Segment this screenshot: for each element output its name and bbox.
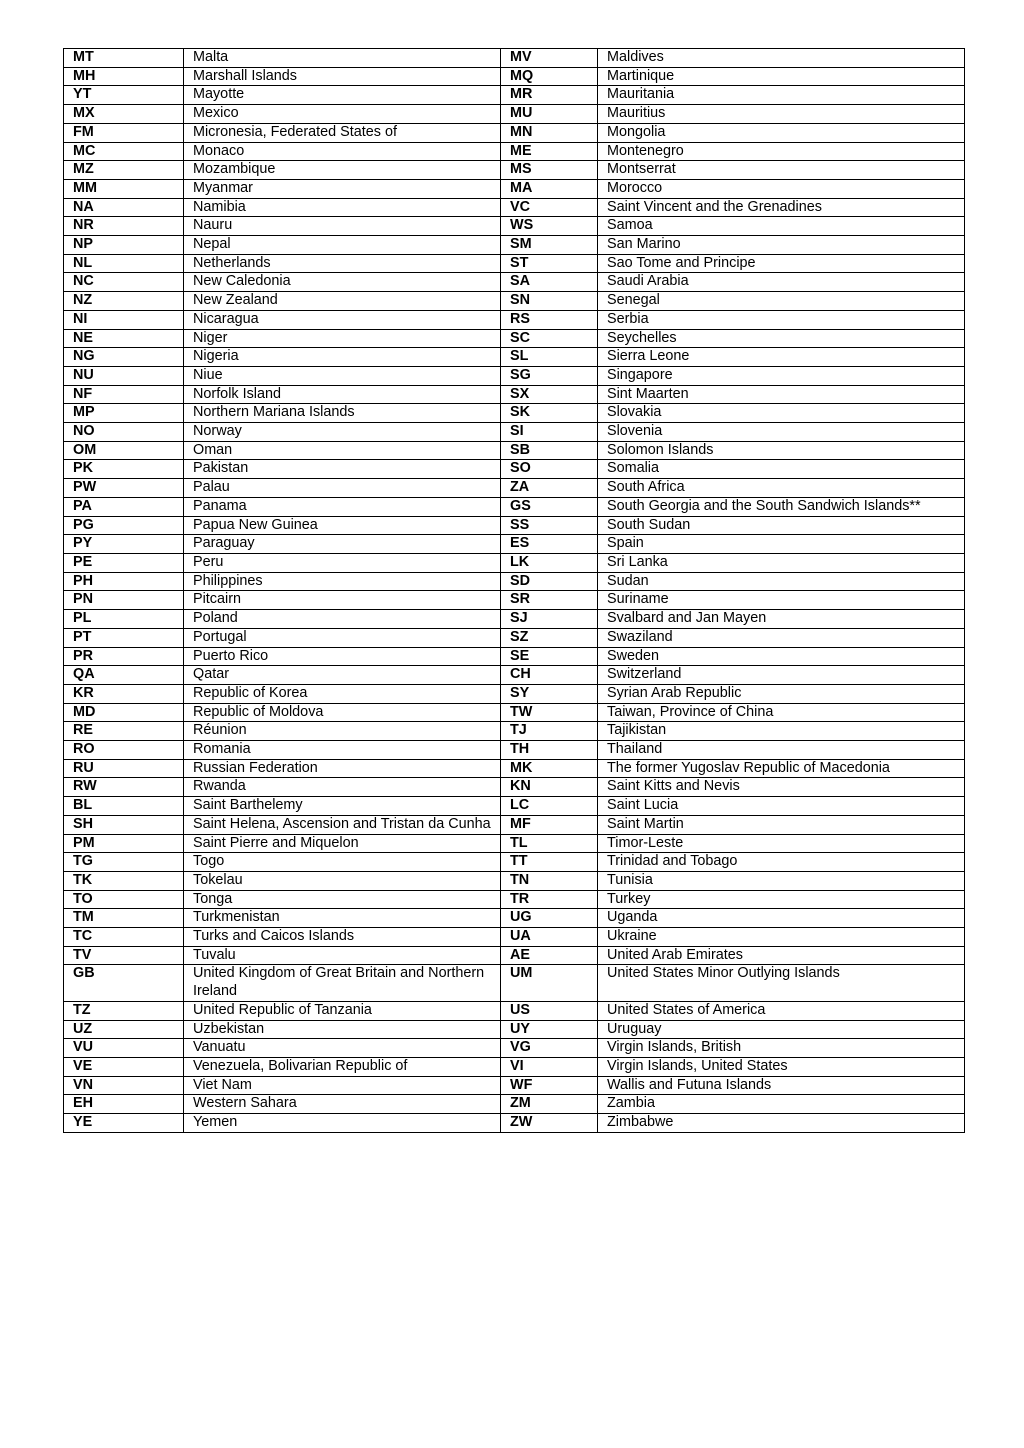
country-name-left: United Republic of Tanzania (184, 1001, 501, 1020)
country-name-left: Saint Helena, Ascension and Tristan da Cunha (184, 815, 501, 834)
country-name-left: Pakistan (184, 460, 501, 479)
table-row (64, 385, 965, 404)
country-code-right: MR (501, 86, 598, 105)
table-row (64, 928, 965, 947)
country-code-left: GB (64, 965, 184, 1001)
table-row (64, 815, 965, 834)
country-code-right: ZM (501, 1095, 598, 1114)
country-name-left: Norway (184, 423, 501, 442)
table-row (64, 123, 965, 142)
country-name-right: Morocco (598, 179, 965, 198)
country-code-right: VG (501, 1039, 598, 1058)
table-row (64, 460, 965, 479)
table-row (64, 965, 965, 1001)
country-name-right: Ukraine (598, 928, 965, 947)
country-code-right: SB (501, 441, 598, 460)
country-name-left: Netherlands (184, 254, 501, 273)
country-code-left: NL (64, 254, 184, 273)
country-name-right: South Sudan (598, 516, 965, 535)
country-code-right: WF (501, 1076, 598, 1095)
country-name-right: United Arab Emirates (598, 946, 965, 965)
table-row (64, 198, 965, 217)
country-code-left: TK (64, 871, 184, 890)
country-code-right: UM (501, 965, 598, 1001)
country-code-left: MP (64, 404, 184, 423)
country-code-right: SS (501, 516, 598, 535)
country-name-right: The former Yugoslav Republic of Macedonia (598, 759, 965, 778)
country-code-right: MQ (501, 67, 598, 86)
country-code-right: TR (501, 890, 598, 909)
country-code-left: KR (64, 684, 184, 703)
country-code-left: PT (64, 628, 184, 647)
table-row (64, 49, 965, 68)
country-name-right: South Africa (598, 479, 965, 498)
country-name-left: Panama (184, 497, 501, 516)
country-name-left: Turkmenistan (184, 909, 501, 928)
country-code-right: SN (501, 292, 598, 311)
table-row (64, 423, 965, 442)
country-code-left: EH (64, 1095, 184, 1114)
country-name-right: Mongolia (598, 123, 965, 142)
country-code-left: PA (64, 497, 184, 516)
country-name-left: Russian Federation (184, 759, 501, 778)
country-name-right: Trinidad and Tobago (598, 853, 965, 872)
country-code-left: PK (64, 460, 184, 479)
table-row (64, 292, 965, 311)
country-code-left: PN (64, 591, 184, 610)
table-row (64, 778, 965, 797)
country-name-left: Pitcairn (184, 591, 501, 610)
table-row (64, 853, 965, 872)
country-name-left: Togo (184, 853, 501, 872)
country-name-left: Palau (184, 479, 501, 498)
country-code-right: SY (501, 684, 598, 703)
country-name-left: Western Sahara (184, 1095, 501, 1114)
country-code-right: AE (501, 946, 598, 965)
country-name-right: Montserrat (598, 161, 965, 180)
country-name-left: Rwanda (184, 778, 501, 797)
table-body (64, 49, 965, 1133)
country-code-left: MD (64, 703, 184, 722)
country-name-right: Svalbard and Jan Mayen (598, 610, 965, 629)
country-code-left: OM (64, 441, 184, 460)
country-name-right: Seychelles (598, 329, 965, 348)
country-name-right: Thailand (598, 741, 965, 760)
country-name-left: Turks and Caicos Islands (184, 928, 501, 947)
country-name-left: Micronesia, Federated States of (184, 123, 501, 142)
country-code-right: ZA (501, 479, 598, 498)
country-name-right: Somalia (598, 460, 965, 479)
country-code-left: NU (64, 366, 184, 385)
table-row (64, 142, 965, 161)
country-code-left: YT (64, 86, 184, 105)
country-code-left: NZ (64, 292, 184, 311)
country-name-left: Mayotte (184, 86, 501, 105)
country-name-left: Oman (184, 441, 501, 460)
table-row (64, 610, 965, 629)
country-code-left: MM (64, 179, 184, 198)
country-code-left: RE (64, 722, 184, 741)
country-name-right: Sri Lanka (598, 553, 965, 572)
country-code-left: MZ (64, 161, 184, 180)
country-name-right: Senegal (598, 292, 965, 311)
table-row (64, 666, 965, 685)
country-code-left: MT (64, 49, 184, 68)
country-code-right: MA (501, 179, 598, 198)
country-code-right: MF (501, 815, 598, 834)
country-code-right: SM (501, 236, 598, 255)
country-name-right: Mauritius (598, 105, 965, 124)
country-code-left: TZ (64, 1001, 184, 1020)
country-code-right: SL (501, 348, 598, 367)
country-code-left: RW (64, 778, 184, 797)
country-code-left: NI (64, 310, 184, 329)
country-code-left: PG (64, 516, 184, 535)
table-row (64, 1020, 965, 1039)
table-row (64, 684, 965, 703)
country-name-left: Mozambique (184, 161, 501, 180)
country-code-right: RS (501, 310, 598, 329)
country-code-right: ES (501, 535, 598, 554)
table-row (64, 273, 965, 292)
country-code-left: BL (64, 797, 184, 816)
table-row (64, 628, 965, 647)
table-row (64, 217, 965, 236)
country-name-left: Republic of Moldova (184, 703, 501, 722)
country-name-left: Poland (184, 610, 501, 629)
country-name-left: Réunion (184, 722, 501, 741)
country-code-left: VE (64, 1057, 184, 1076)
country-name-left: Norfolk Island (184, 385, 501, 404)
table-row (64, 1039, 965, 1058)
country-name-right: Saint Lucia (598, 797, 965, 816)
table-row (64, 722, 965, 741)
country-name-left: Mexico (184, 105, 501, 124)
country-code-right: LC (501, 797, 598, 816)
country-code-right: ME (501, 142, 598, 161)
country-code-right: VI (501, 1057, 598, 1076)
country-name-right: Sudan (598, 572, 965, 591)
country-name-right: Slovenia (598, 423, 965, 442)
table-row (64, 404, 965, 423)
table-row (64, 161, 965, 180)
country-code-left: NP (64, 236, 184, 255)
country-name-left: Yemen (184, 1114, 501, 1133)
country-name-left: New Zealand (184, 292, 501, 311)
table-row (64, 236, 965, 255)
country-name-left: Nicaragua (184, 310, 501, 329)
table-row (64, 946, 965, 965)
country-name-right: Mauritania (598, 86, 965, 105)
country-code-left: NF (64, 385, 184, 404)
country-name-left: Saint Pierre and Miquelon (184, 834, 501, 853)
country-name-left: Nepal (184, 236, 501, 255)
table-row (64, 871, 965, 890)
country-code-right: SX (501, 385, 598, 404)
table-row (64, 516, 965, 535)
country-code-left: PL (64, 610, 184, 629)
table-row (64, 348, 965, 367)
country-name-right: Samoa (598, 217, 965, 236)
table-row (64, 479, 965, 498)
table-row (64, 441, 965, 460)
country-code-left: MH (64, 67, 184, 86)
country-name-right: Slovakia (598, 404, 965, 423)
country-name-right: Montenegro (598, 142, 965, 161)
country-code-right: TJ (501, 722, 598, 741)
country-code-left: SH (64, 815, 184, 834)
table-row (64, 591, 965, 610)
table-row (64, 647, 965, 666)
country-name-right: Syrian Arab Republic (598, 684, 965, 703)
country-code-right: ST (501, 254, 598, 273)
country-name-left: New Caledonia (184, 273, 501, 292)
country-code-left: PH (64, 572, 184, 591)
table-row (64, 67, 965, 86)
country-name-right: United States of America (598, 1001, 965, 1020)
country-name-left: Puerto Rico (184, 647, 501, 666)
country-code-right: SE (501, 647, 598, 666)
table-row (64, 703, 965, 722)
country-name-left: Papua New Guinea (184, 516, 501, 535)
country-code-right: MU (501, 105, 598, 124)
table-row (64, 553, 965, 572)
country-name-right: Uruguay (598, 1020, 965, 1039)
country-code-right: UA (501, 928, 598, 947)
country-name-left: Paraguay (184, 535, 501, 554)
country-name-left: Vanuatu (184, 1039, 501, 1058)
country-name-right: Serbia (598, 310, 965, 329)
country-code-left: TM (64, 909, 184, 928)
country-code-left: TG (64, 853, 184, 872)
country-name-right: Virgin Islands, British (598, 1039, 965, 1058)
country-code-right: TW (501, 703, 598, 722)
country-code-right: UY (501, 1020, 598, 1039)
country-code-left: NG (64, 348, 184, 367)
country-code-right: TL (501, 834, 598, 853)
country-name-left: Venezuela, Bolivarian Republic of (184, 1057, 501, 1076)
country-code-right: MS (501, 161, 598, 180)
table-row (64, 1114, 965, 1133)
country-name-left: Tonga (184, 890, 501, 909)
country-code-left: RU (64, 759, 184, 778)
country-name-left: United Kingdom of Great Britain and Northern Ireland (184, 965, 501, 1001)
table-row (64, 329, 965, 348)
country-code-right: TN (501, 871, 598, 890)
country-name-right: Singapore (598, 366, 965, 385)
country-name-left: Nigeria (184, 348, 501, 367)
country-code-left: PW (64, 479, 184, 498)
country-code-right: CH (501, 666, 598, 685)
country-code-right: ZW (501, 1114, 598, 1133)
country-name-left: Niger (184, 329, 501, 348)
country-name-left: Northern Mariana Islands (184, 404, 501, 423)
country-code-right: SA (501, 273, 598, 292)
country-name-left: Myanmar (184, 179, 501, 198)
country-code-right: SG (501, 366, 598, 385)
table-row (64, 1057, 965, 1076)
country-code-right: SO (501, 460, 598, 479)
country-code-right: VC (501, 198, 598, 217)
country-code-right: SI (501, 423, 598, 442)
country-code-right: MN (501, 123, 598, 142)
country-name-right: Saint Vincent and the Grenadines (598, 198, 965, 217)
country-name-left: Tuvalu (184, 946, 501, 965)
table-row (64, 797, 965, 816)
country-code-left: NC (64, 273, 184, 292)
country-name-right: Swaziland (598, 628, 965, 647)
table-row (64, 834, 965, 853)
country-code-right: US (501, 1001, 598, 1020)
table-row (64, 1095, 965, 1114)
country-code-right: SD (501, 572, 598, 591)
country-code-left: VU (64, 1039, 184, 1058)
country-code-right: SJ (501, 610, 598, 629)
country-name-right: San Marino (598, 236, 965, 255)
country-code-right: TH (501, 741, 598, 760)
country-name-right: Tunisia (598, 871, 965, 890)
country-name-left: Saint Barthelemy (184, 797, 501, 816)
country-code-right: WS (501, 217, 598, 236)
country-code-right: MK (501, 759, 598, 778)
table-row (64, 741, 965, 760)
table-row (64, 535, 965, 554)
table-row (64, 366, 965, 385)
country-code-left: FM (64, 123, 184, 142)
country-code-left: NR (64, 217, 184, 236)
table-row (64, 86, 965, 105)
country-name-right: Wallis and Futuna Islands (598, 1076, 965, 1095)
country-code-left: QA (64, 666, 184, 685)
country-code-left: NO (64, 423, 184, 442)
country-name-left: Monaco (184, 142, 501, 161)
country-name-left: Republic of Korea (184, 684, 501, 703)
country-name-right: Switzerland (598, 666, 965, 685)
country-code-left: PM (64, 834, 184, 853)
country-name-right: Timor-Leste (598, 834, 965, 853)
table-row (64, 1076, 965, 1095)
table-row (64, 254, 965, 273)
country-name-right: Turkey (598, 890, 965, 909)
country-code-left: RO (64, 741, 184, 760)
country-name-left: Philippines (184, 572, 501, 591)
table-row (64, 497, 965, 516)
country-name-right: Spain (598, 535, 965, 554)
country-name-right: Taiwan, Province of China (598, 703, 965, 722)
country-name-left: Marshall Islands (184, 67, 501, 86)
country-code-right: SK (501, 404, 598, 423)
country-code-right: SR (501, 591, 598, 610)
country-code-left: NA (64, 198, 184, 217)
country-code-right: SC (501, 329, 598, 348)
document-page (63, 48, 964, 1133)
country-name-left: Niue (184, 366, 501, 385)
country-code-left: TV (64, 946, 184, 965)
country-name-right: Saint Kitts and Nevis (598, 778, 965, 797)
country-code-left: PR (64, 647, 184, 666)
country-name-left: Romania (184, 741, 501, 760)
country-name-left: Uzbekistan (184, 1020, 501, 1039)
country-name-right: Saint Martin (598, 815, 965, 834)
country-name-right: Uganda (598, 909, 965, 928)
country-code-left: UZ (64, 1020, 184, 1039)
country-name-left: Portugal (184, 628, 501, 647)
table-row (64, 179, 965, 198)
country-code-left: MC (64, 142, 184, 161)
country-name-right: Sweden (598, 647, 965, 666)
table-row (64, 890, 965, 909)
country-name-left: Nauru (184, 217, 501, 236)
country-name-right: South Georgia and the South Sandwich Islands** (598, 497, 965, 516)
country-name-left: Peru (184, 553, 501, 572)
country-code-left: NE (64, 329, 184, 348)
country-code-left: VN (64, 1076, 184, 1095)
country-code-left: PE (64, 553, 184, 572)
country-name-left: Tokelau (184, 871, 501, 890)
country-name-left: Malta (184, 49, 501, 68)
table-row (64, 310, 965, 329)
country-code-left: PY (64, 535, 184, 554)
table-row (64, 1001, 965, 1020)
country-name-right: Tajikistan (598, 722, 965, 741)
table-row (64, 572, 965, 591)
country-name-left: Viet Nam (184, 1076, 501, 1095)
country-name-right: Suriname (598, 591, 965, 610)
country-name-left: Qatar (184, 666, 501, 685)
country-code-right: KN (501, 778, 598, 797)
country-name-right: Solomon Islands (598, 441, 965, 460)
country-code-right: UG (501, 909, 598, 928)
country-name-right: Martinique (598, 67, 965, 86)
country-code-left: YE (64, 1114, 184, 1133)
country-code-right: MV (501, 49, 598, 68)
table-row (64, 909, 965, 928)
country-name-left: Namibia (184, 198, 501, 217)
country-code-right: LK (501, 553, 598, 572)
country-name-right: Saudi Arabia (598, 273, 965, 292)
country-code-left: TC (64, 928, 184, 947)
country-name-right: Virgin Islands, United States (598, 1057, 965, 1076)
table-row (64, 105, 965, 124)
country-code-table (63, 48, 965, 1133)
country-code-left: MX (64, 105, 184, 124)
country-code-right: SZ (501, 628, 598, 647)
country-name-right: Sierra Leone (598, 348, 965, 367)
country-name-right: Zambia (598, 1095, 965, 1114)
country-name-right: Sao Tome and Principe (598, 254, 965, 273)
country-name-right: Sint Maarten (598, 385, 965, 404)
country-code-right: TT (501, 853, 598, 872)
country-code-right: GS (501, 497, 598, 516)
country-name-right: Maldives (598, 49, 965, 68)
country-name-right: United States Minor Outlying Islands (598, 965, 965, 1001)
country-code-left: TO (64, 890, 184, 909)
country-name-right: Zimbabwe (598, 1114, 965, 1133)
table-row (64, 759, 965, 778)
